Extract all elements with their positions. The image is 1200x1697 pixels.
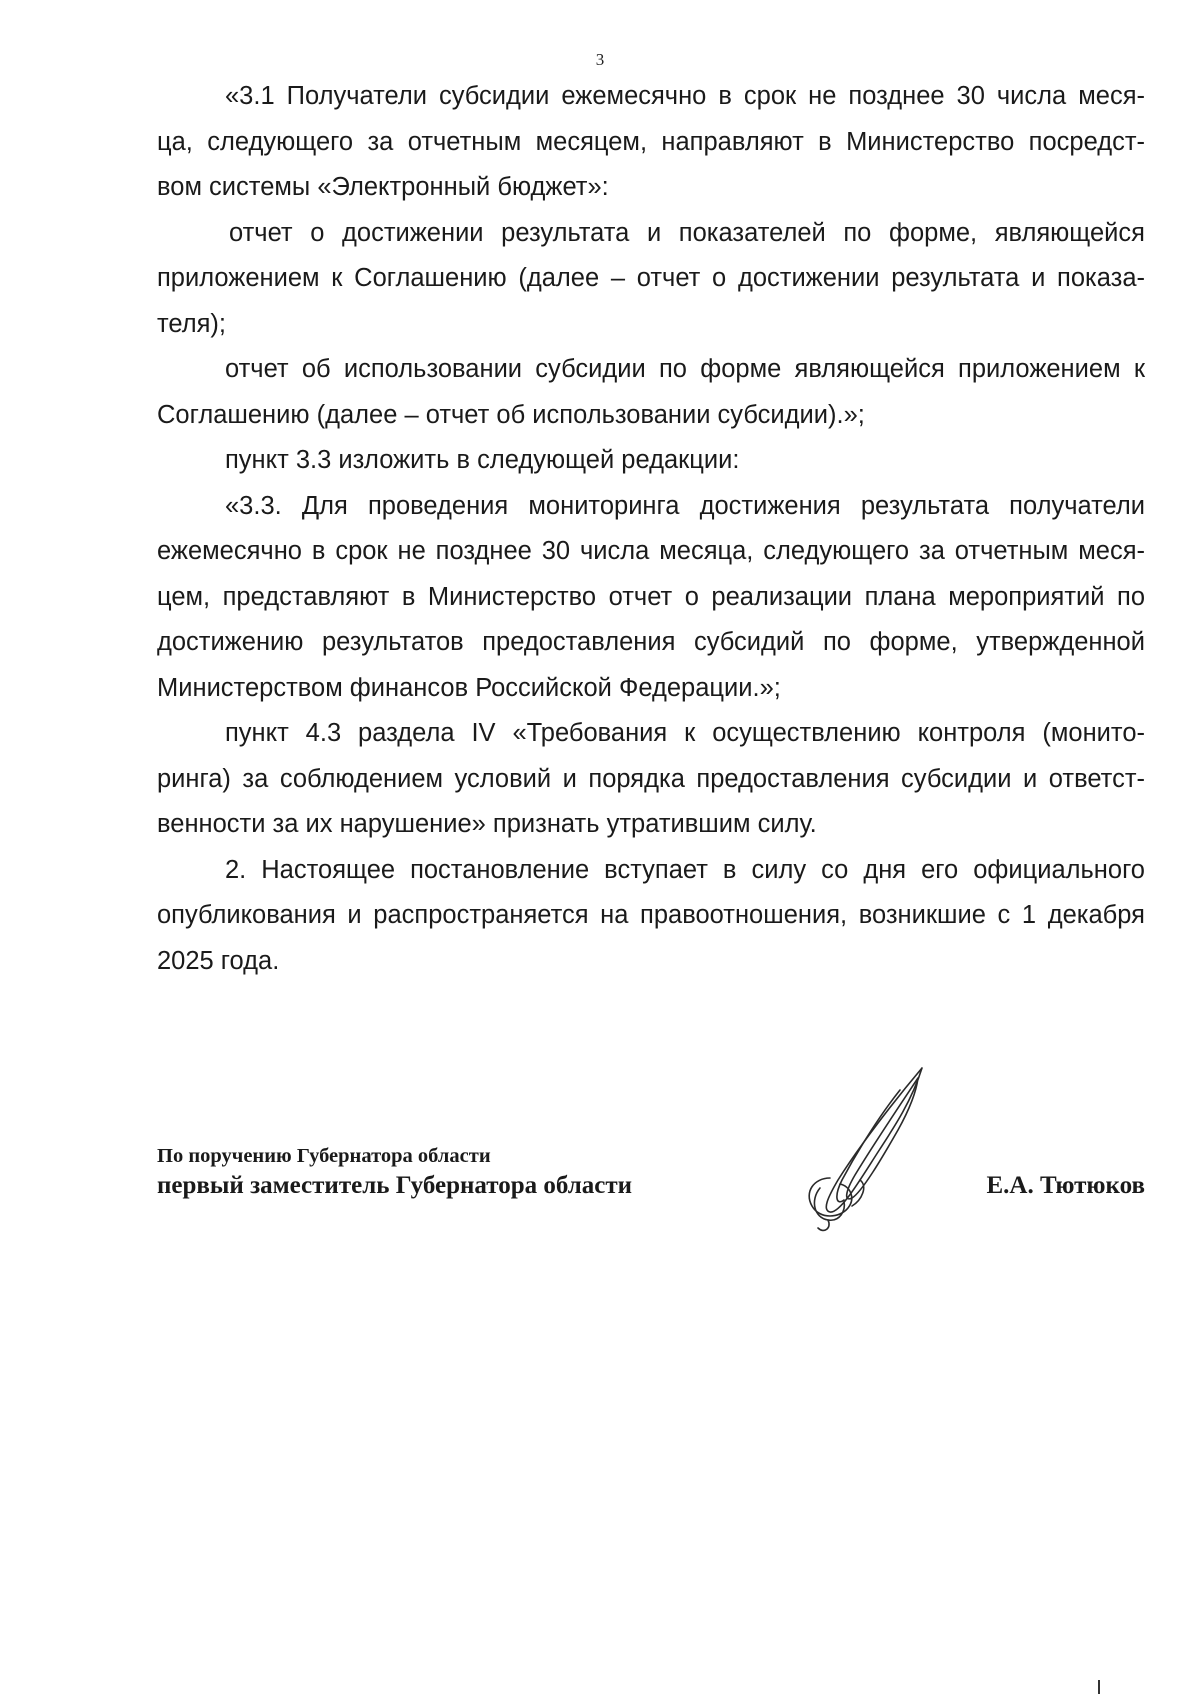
signature-position: первый заместитель Губернатора области bbox=[157, 1172, 633, 1199]
effective-date-line-3: 2025 года. bbox=[157, 946, 280, 975]
paragraph-3-1-line-1: «3.1 Получатели субсидии ежемесячно в срок не позднее 30 числа меся- bbox=[225, 82, 1145, 110]
effective-date-line-2: опубликования и распространяется на правоотношения, возникшие с 1 декабря bbox=[157, 901, 1145, 929]
paragraph-3-3-line-3: цем, представляют в Министерство отчет о реализации плана мероприятий по bbox=[157, 582, 1145, 611]
report-usage-line-1: отчет об использовании субсидии по форме являющейся приложением к bbox=[225, 355, 1145, 383]
clause-4-3-line-1: пункт 4.3 раздела IV «Требования к осуществлению контроля (монито- bbox=[225, 719, 1145, 747]
report-achievement-line-2: приложением к Соглашению (далее – отчет о достижении результата и показа- bbox=[157, 264, 1145, 292]
report-achievement-line-1: отчет о достижении результата и показателей по форме, являющейся bbox=[229, 218, 1145, 247]
paragraph-3-1-line-2: ца, следующего за отчетным месяцем, направляют в Министерство посредст- bbox=[157, 127, 1145, 156]
paragraph-3-3-line-5: Министерством финансов Российской Федерации.»; bbox=[157, 673, 781, 702]
clause-4-3-line-3: венности за их нарушение» признать утратившим силу. bbox=[157, 810, 817, 838]
paragraph-3-3-line-2: ежемесячно в срок не позднее 30 числа месяца, следующего за отчетным меся- bbox=[157, 537, 1145, 565]
signatory-name: Е.А. Тютюков bbox=[986, 1172, 1145, 1199]
effective-date-line-1: 2. Настоящее постановление вступает в силу со дня его официального bbox=[225, 855, 1145, 884]
page-number: 3 bbox=[595, 50, 605, 69]
scan-edge-mark bbox=[1098, 1680, 1100, 1694]
report-achievement-line-3: теля); bbox=[157, 309, 226, 338]
signature-authority-line: По поручению Губернатора области bbox=[157, 1145, 491, 1167]
clause-4-3-line-2: ринга) за соблюдением условий и порядка предоставления субсидии и ответст- bbox=[157, 764, 1145, 793]
paragraph-3-1-line-3: вом системы «Электронный бюджет»: bbox=[157, 173, 609, 201]
paragraph-3-3-line-4: достижению результатов предоставления субсидий по форме, утвержденной bbox=[157, 628, 1145, 656]
report-usage-line-2: Соглашению (далее – отчет об использовании субсидии).»; bbox=[157, 400, 865, 429]
clause-3-3-intro: пункт 3.3 изложить в следующей редакции: bbox=[225, 446, 740, 474]
document-body bbox=[157, 74, 1145, 984]
paragraph-3-3-line-1: «3.3. Для проведения мониторинга достижения результата получатели bbox=[225, 491, 1145, 520]
signature-block bbox=[157, 1145, 1145, 1225]
